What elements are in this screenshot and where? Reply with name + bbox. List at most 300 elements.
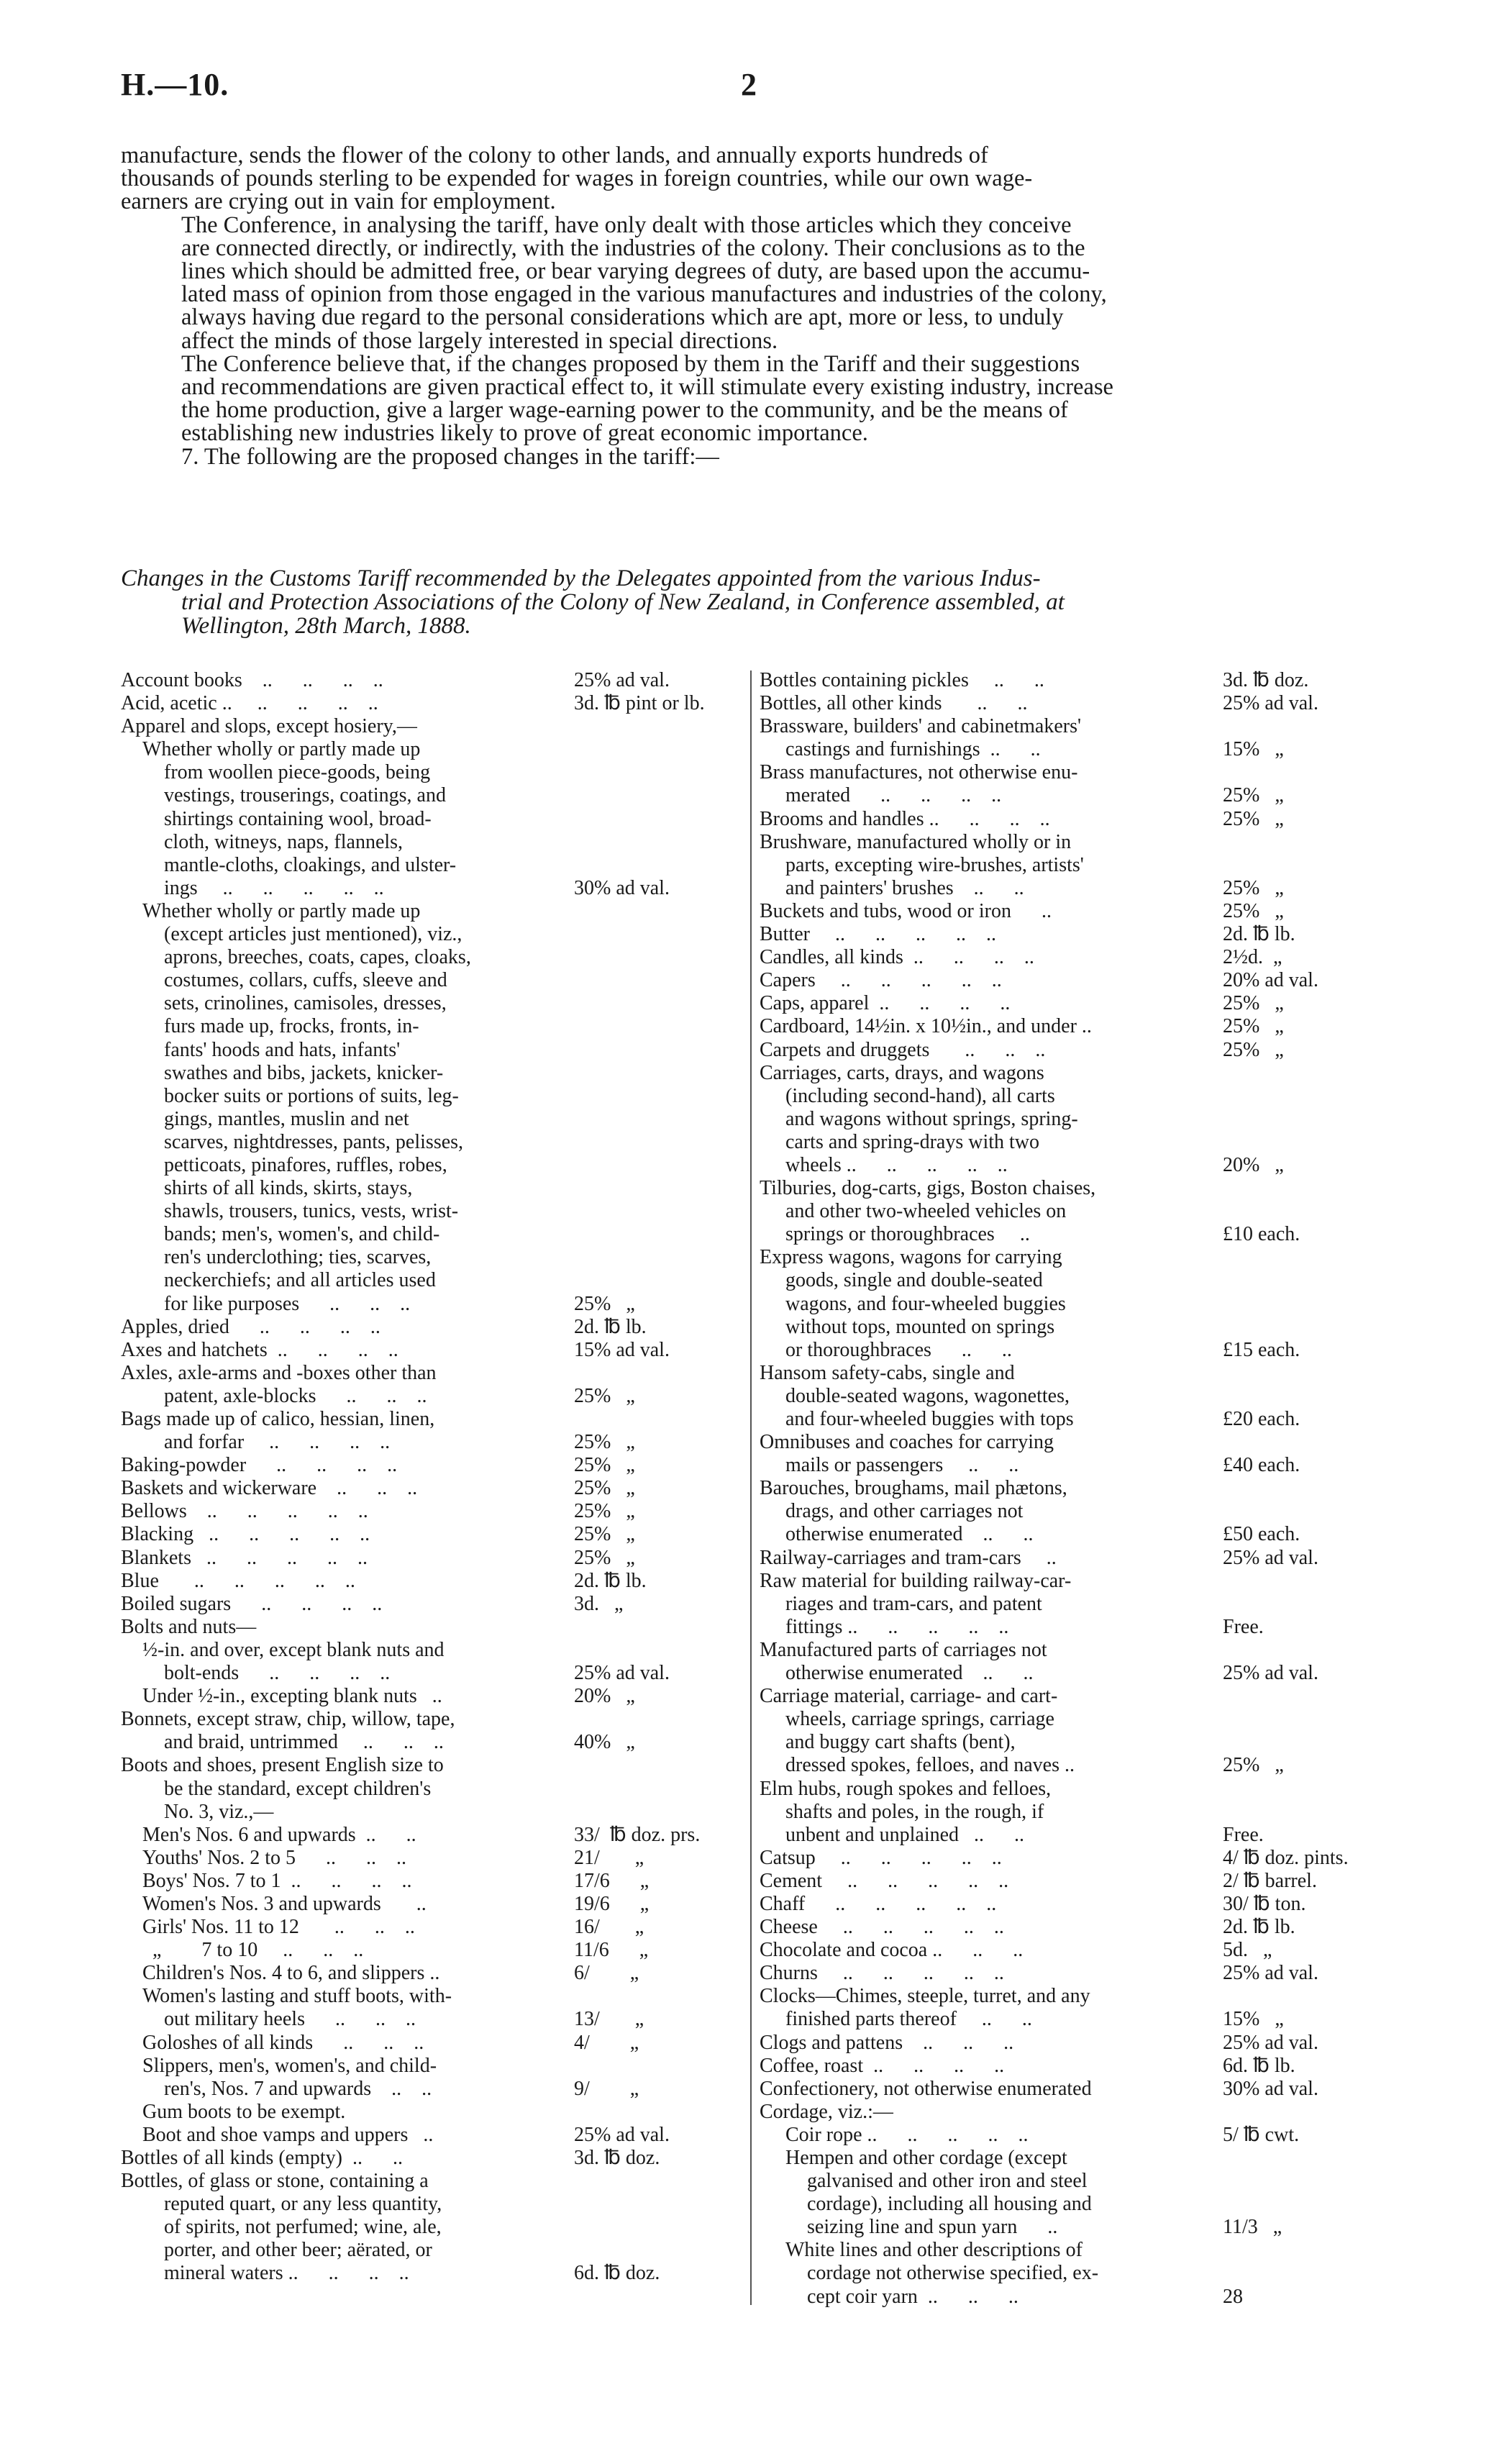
- intro-paragraph-3: [121, 350, 1383, 447]
- tariff-item: Capers .. .. .. .. ..: [760, 969, 1002, 992]
- tariff-item: parts, excepting wire-brushes, artists': [785, 853, 1084, 876]
- tariff-duty: Free.: [1223, 1615, 1264, 1638]
- tariff-item: Boot and shoe vamps and uppers ..: [142, 2123, 434, 2146]
- tariff-row: [760, 1293, 1385, 1316]
- tariff-item: ½-in. and over, except blank nuts and: [142, 1638, 445, 1661]
- tariff-item: of spirits, not perfumed; wine, ale,: [164, 2216, 442, 2239]
- tariff-duty: 11/3 „: [1223, 2216, 1282, 2239]
- tariff-row: [121, 1847, 739, 1870]
- tariff-row: [121, 1523, 739, 1546]
- tariff-row: [121, 1131, 739, 1154]
- tariff-item: Women's Nos. 3 and upwards ..: [142, 1892, 427, 1915]
- tariff-item: Under ½-in., excepting blank nuts ..: [142, 1685, 442, 1708]
- text-line: always having due regard to the personal considerations which are apt, more or less, to unduly: [181, 304, 1064, 331]
- tariff-item: Hansom safety-cabs, single and: [760, 1361, 1015, 1384]
- tariff-item: Slippers, men's, women's, and child-: [142, 2054, 437, 2077]
- tariff-duty: 30/ ℔ ton.: [1223, 1892, 1306, 1915]
- tariff-duty: £40 each.: [1223, 1454, 1300, 1477]
- tariff-item: seizing line and spun yarn ..: [807, 2216, 1058, 2239]
- tariff-row: [760, 738, 1385, 761]
- tariff-row: [760, 1847, 1385, 1870]
- tariff-duty: 25% „: [574, 1546, 635, 1569]
- tariff-duty: 25% „: [574, 1454, 635, 1477]
- tariff-row: [760, 1731, 1385, 1754]
- tariff-item: Brassware, builders' and cabinetmakers': [760, 715, 1082, 738]
- tariff-item: unbent and unplained .. ..: [785, 1823, 1025, 1846]
- tariff-row: [121, 1362, 739, 1385]
- tariff-row: [121, 1431, 739, 1454]
- tariff-item: Men's Nos. 6 and upwards .. ..: [142, 1823, 416, 1846]
- text-line: manufacture, sends the flower of the colony to other lands, and annually exports hundreds of: [121, 142, 988, 168]
- tariff-item: Clogs and pattens .. .. ..: [760, 2031, 1014, 2054]
- tariff-item: Brooms and handles .. .. .. ..: [760, 807, 1050, 830]
- tariff-row: [121, 2078, 739, 2101]
- tariff-duty: 4/ „: [574, 2031, 639, 2054]
- tariff-item: Blankets .. .. .. .. ..: [121, 1546, 368, 1569]
- tariff-item: shafts and poles, in the rough, if: [785, 1800, 1044, 1823]
- tariff-row: [121, 2101, 739, 2124]
- tariff-item: furs made up, frocks, fronts, in-: [164, 1015, 419, 1038]
- tariff-item: fittings .. .. .. .. ..: [785, 1615, 1009, 1638]
- tariff-row: [760, 1108, 1385, 1131]
- tariff-item: and wagons without springs, spring-: [785, 1107, 1078, 1130]
- tariff-row: [121, 1685, 739, 1708]
- tariff-row: [121, 692, 739, 715]
- tariff-item: Brass manufactures, not otherwise enu-: [760, 761, 1078, 784]
- tariff-item: Bolts and nuts—: [121, 1615, 257, 1638]
- tariff-duty: 25% „: [574, 1292, 635, 1315]
- tariff-item: patent, axle-blocks .. .. ..: [164, 1384, 427, 1407]
- tariff-row: [760, 1708, 1385, 1731]
- tariff-item: swathes and bibs, jackets, knicker-: [164, 1061, 444, 1084]
- tariff-row: [760, 2216, 1385, 2239]
- tariff-row: [121, 1316, 739, 1339]
- tariff-row: [121, 1547, 739, 1570]
- tariff-item: and forfar .. .. .. ..: [164, 1431, 391, 1454]
- tariff-duty: 9/ „: [574, 2077, 639, 2100]
- tariff-item: Blue .. .. .. .. ..: [121, 1569, 355, 1592]
- tariff-item: and other two-wheeled vehicles on: [785, 1200, 1067, 1223]
- intro-paragraph-1: [121, 144, 1383, 214]
- tariff-row: [760, 2170, 1385, 2193]
- tariff-row: [760, 784, 1385, 807]
- tariff-item: merated .. .. .. ..: [785, 784, 1002, 807]
- tariff-item: Tilburies, dog-carts, gigs, Boston chaises,: [760, 1177, 1096, 1200]
- tariff-row: [121, 1246, 739, 1269]
- tariff-row: [760, 1015, 1385, 1038]
- tariff-duty: 25% ad val.: [574, 2123, 670, 2146]
- tariff-item: Caps, apparel .. .. .. ..: [760, 992, 1011, 1015]
- tariff-duty: 19/6 „: [574, 1892, 650, 1915]
- tariff-row: [121, 1778, 739, 1801]
- tariff-duty: 25% „: [1223, 1038, 1284, 1061]
- page-number: 2: [741, 67, 757, 102]
- tariff-item: without tops, mounted on springs: [785, 1315, 1055, 1338]
- tariff-item: Whether wholly or partly made up: [142, 899, 421, 922]
- tariff-duty: £15 each.: [1223, 1338, 1300, 1361]
- tariff-item: Girls' Nos. 11 to 12 .. .. ..: [142, 1916, 415, 1939]
- tariff-row: [121, 1477, 739, 1500]
- tariff-row: [121, 1269, 739, 1292]
- tariff-item: Express wagons, wagons for carrying: [760, 1246, 1062, 1269]
- tariff-item: Catsup .. .. .. .. ..: [760, 1846, 1002, 1869]
- tariff-row: [121, 1500, 739, 1523]
- tariff-item: Candles, all kinds .. .. .. ..: [760, 946, 1034, 969]
- tariff-row: [760, 1408, 1385, 1431]
- tariff-row: [121, 923, 739, 946]
- tariff-row: [760, 1316, 1385, 1339]
- tariff-duty: 2½d. „: [1223, 946, 1282, 969]
- tariff-duty: 25% ad val.: [1223, 1662, 1318, 1685]
- tariff-duty: 13/ „: [574, 2008, 644, 2031]
- tariff-item: riages and tram-cars, and patent: [785, 1592, 1042, 1615]
- tariff-duty: 33/ ℔ doz. prs.: [574, 1823, 701, 1846]
- tariff-row: [121, 1916, 739, 1939]
- tariff-item: shawls, trousers, tunics, vests, wrist-: [164, 1200, 459, 1223]
- tariff-duty: 15% „: [1223, 738, 1284, 761]
- tariff-item: finished parts thereof .. ..: [785, 2008, 1032, 2031]
- tariff-row: [121, 715, 739, 738]
- tariff-duty: 6/ „: [574, 1962, 639, 1985]
- tariff-item: porter, and other beer; aërated, or: [164, 2239, 432, 2262]
- tariff-duty: 25% „: [574, 1477, 635, 1500]
- tariff-item: Clocks—Chimes, steeple, turret, and any: [760, 1985, 1090, 2008]
- tariff-duty: 25% „: [1223, 899, 1284, 922]
- tariff-item: „ 7 to 10 .. .. ..: [142, 1939, 364, 1962]
- tariff-item: Buckets and tubs, wood or iron ..: [760, 899, 1052, 922]
- tariff-row: [121, 2170, 739, 2193]
- tariff-row: [121, 1801, 739, 1824]
- tariff-row: [760, 877, 1385, 900]
- tariff-row: [760, 1962, 1385, 1985]
- tariff-item: reputed quart, or any less quantity,: [164, 2193, 442, 2216]
- tariff-item: otherwise enumerated .. ..: [785, 1523, 1034, 1546]
- tariff-item: Axes and hatchets .. .. .. ..: [121, 1338, 398, 1361]
- tariff-row: [760, 1431, 1385, 1454]
- tariff-row: [760, 1131, 1385, 1154]
- tariff-row: [760, 2239, 1385, 2262]
- tariff-row: [760, 692, 1385, 715]
- tariff-item: cloth, witneys, naps, flannels,: [164, 830, 404, 853]
- tariff-row: [760, 808, 1385, 831]
- tariff-duty: 3d. „: [574, 1592, 624, 1615]
- tariff-row: [760, 1062, 1385, 1085]
- tariff-row: [121, 1708, 739, 1731]
- tariff-item: Bonnets, except straw, chip, willow, tape,: [121, 1708, 455, 1731]
- tariff-row: [760, 854, 1385, 877]
- tariff-row: [760, 1870, 1385, 1893]
- tariff-row: [121, 1154, 739, 1177]
- tariff-row: [121, 1177, 739, 1200]
- tariff-row: [760, 1500, 1385, 1523]
- tariff-row: [760, 1339, 1385, 1362]
- tariff-row: [121, 992, 739, 1015]
- tariff-row: [760, 2078, 1385, 2101]
- tariff-row: [121, 1824, 739, 1847]
- tariff-item: castings and furnishings .. ..: [785, 738, 1041, 761]
- tariff-item: cordage not otherwise specified, ex-: [807, 2262, 1099, 2285]
- tariff-item: Boys' Nos. 7 to 1 .. .. .. ..: [142, 1869, 412, 1892]
- tariff-row: [121, 969, 739, 992]
- tariff-item: Bottles containing pickles .. ..: [760, 669, 1044, 691]
- text-line: The Conference, in analysing the tariff, have only dealt with those articles which they conceive: [181, 212, 1072, 238]
- tariff-row: [760, 2101, 1385, 2124]
- tariff-item: Churns .. .. .. .. ..: [760, 1962, 1004, 1985]
- tariff-duty: 6d. ℔ doz.: [574, 2262, 660, 2285]
- tariff-item: Axles, axle-arms and -boxes other than: [121, 1361, 437, 1384]
- tariff-row: [760, 1523, 1385, 1546]
- tariff-item: Bottles, of glass or stone, containing a: [121, 2170, 429, 2193]
- tariff-item: Whether wholly or partly made up: [142, 738, 421, 761]
- tariff-row: [121, 946, 739, 969]
- tariff-row: [760, 1246, 1385, 1269]
- intro-paragraph-2: [121, 214, 1383, 353]
- tariff-row: [121, 2262, 739, 2285]
- tariff-item: Carriage material, carriage- and cart-: [760, 1685, 1058, 1708]
- tariff-item: and braid, untrimmed .. .. ..: [164, 1731, 444, 1754]
- text-line: and recommendations are given practical effect to, it will stimulate every existing industry, increase: [181, 374, 1113, 401]
- tariff-duty: 2d. ℔ lb.: [574, 1315, 647, 1338]
- tariff-duty: 25% ad val.: [1223, 2031, 1318, 2054]
- tariff-row: [121, 1062, 739, 1085]
- tariff-row: [760, 2055, 1385, 2078]
- tariff-item: carts and spring-drays with two: [785, 1130, 1040, 1153]
- tariff-item: White lines and other descriptions of: [785, 2239, 1083, 2262]
- tariff-row: [760, 2147, 1385, 2170]
- tariff-row: [121, 1939, 739, 1962]
- text-line: are connected directly, or indirectly, with the industries of the colony. Their conclusions as to the: [181, 235, 1085, 261]
- tariff-row: [121, 2032, 739, 2055]
- tariff-duty: 30% ad val.: [574, 876, 670, 899]
- tariff-item: wheels, carriage springs, carriage: [785, 1708, 1054, 1731]
- tariff-row: [760, 715, 1385, 738]
- tariff-item: Chaff .. .. .. .. ..: [760, 1892, 997, 1915]
- tariff-duty: £20 each.: [1223, 1408, 1300, 1430]
- tariff-row: [121, 669, 739, 692]
- tariff-duty: 3d. ℔ pint or lb.: [574, 692, 705, 715]
- tariff-item: (including second-hand), all carts: [785, 1084, 1055, 1107]
- tariff-row: [121, 2216, 739, 2239]
- tariff-item: and four-wheeled buggies with tops: [785, 1408, 1074, 1430]
- tariff-duty: 20% „: [1223, 1153, 1284, 1176]
- tariff-duty: 5d. „: [1223, 1939, 1272, 1962]
- tariff-item: petticoats, pinafores, ruffles, robes,: [164, 1153, 447, 1176]
- tariff-row: [121, 808, 739, 831]
- tariff-row: [760, 1200, 1385, 1223]
- tariff-item: Carriages, carts, drays, and wagons: [760, 1061, 1044, 1084]
- tariff-row: [121, 1962, 739, 1985]
- tariff-row: [121, 1616, 739, 1639]
- tariff-column-right: [760, 669, 1385, 2309]
- tariff-duty: 25% ad val.: [574, 1662, 670, 1685]
- tariff-item: double-seated wagons, wagonettes,: [785, 1384, 1070, 1407]
- tariff-row: [121, 1108, 739, 1131]
- tariff-item: gings, mantles, muslin and net: [164, 1107, 409, 1130]
- tariff-duty: 25% ad val.: [574, 669, 670, 691]
- tariff-row: [760, 831, 1385, 854]
- tariff-item: Brushware, manufactured wholly or in: [760, 830, 1072, 853]
- tariff-row: [760, 1685, 1385, 1708]
- tariff-row: [760, 1824, 1385, 1847]
- tariff-item: Cordage, viz.:—: [760, 2100, 893, 2123]
- tariff-item: Acid, acetic .. .. .. .. ..: [121, 692, 378, 715]
- tariff-column-left: [121, 669, 739, 2286]
- tariff-item: Manufactured parts of carriages not: [760, 1638, 1047, 1661]
- text-line: affect the minds of those largely interested in special directions.: [181, 327, 778, 354]
- tariff-row: [760, 1616, 1385, 1639]
- tariff-duty: 25% „: [574, 1500, 635, 1523]
- tariff-row: [760, 1662, 1385, 1685]
- tariff-item: ings .. .. .. .. ..: [164, 876, 384, 899]
- tariff-duty: 25% ad val.: [1223, 1962, 1318, 1985]
- tariff-row: [121, 900, 739, 923]
- tariff-item: Confectionery, not otherwise enumerated: [760, 2077, 1092, 2100]
- tariff-row: [121, 1754, 739, 1777]
- tariff-item: ren's, Nos. 7 and upwards .. ..: [164, 2077, 432, 2100]
- tariff-duty: 4/ ℔ doz. pints.: [1223, 1846, 1349, 1869]
- tariff-duty: 3d. ℔ doz.: [1223, 669, 1309, 691]
- tariff-item: mantle-cloths, cloakings, and ulster-: [164, 853, 457, 876]
- tariff-item: shirts of all kinds, skirts, stays,: [164, 1177, 413, 1200]
- tariff-item: be the standard, except children's: [164, 1777, 432, 1800]
- tariff-duty: 20% „: [574, 1685, 635, 1708]
- tariff-item: Bottles, all other kinds .. ..: [760, 692, 1028, 715]
- tariff-item: Blacking .. .. .. .. ..: [121, 1523, 370, 1546]
- tariff-row: [121, 1293, 739, 1316]
- tariff-item: aprons, breeches, coats, capes, cloaks,: [164, 946, 471, 969]
- tariff-row: [121, 1985, 739, 2008]
- tariff-row: [121, 761, 739, 784]
- tariff-item: for like purposes .. .. ..: [164, 1292, 411, 1315]
- tariff-duty: 15% ad val.: [574, 1338, 670, 1361]
- tariff-item: Apples, dried .. .. .. ..: [121, 1315, 380, 1338]
- tariff-item: (except articles just mentioned), viz.,: [164, 923, 462, 946]
- tariff-duty: 2d. ℔ lb.: [574, 1569, 647, 1592]
- tariff-item: Omnibuses and coaches for carrying: [760, 1431, 1054, 1454]
- tariff-duty: 5/ ℔ cwt.: [1223, 2123, 1300, 2146]
- tariff-row: [760, 2286, 1385, 2309]
- tariff-item: sets, crinolines, camisoles, dresses,: [164, 992, 447, 1015]
- tariff-item: Raw material for building railway-car-: [760, 1569, 1072, 1592]
- tariff-item: drags, and other carriages not: [785, 1500, 1024, 1523]
- tariff-duty: 25% „: [574, 1431, 635, 1454]
- tariff-row: [760, 1223, 1385, 1246]
- tariff-row: [121, 1731, 739, 1754]
- tariff-duty: 2/ ℔ barrel.: [1223, 1869, 1317, 1892]
- tariff-row: [121, 2193, 739, 2216]
- tariff-row: [121, 1339, 739, 1362]
- tariff-row: [760, 1916, 1385, 1939]
- tariff-row: [121, 1039, 739, 1062]
- tariff-row: [121, 1662, 739, 1685]
- tariff-row: [760, 1385, 1385, 1408]
- tariff-row: [760, 1939, 1385, 1962]
- caption-line: trial and Protection Associations of the Colony of New Zealand, in Conference assembled, at: [181, 589, 1065, 615]
- tariff-row: [121, 2124, 739, 2147]
- tariff-item: neckerchiefs; and all articles used: [164, 1269, 436, 1292]
- tariff-row: [760, 900, 1385, 923]
- tariff-row: [760, 1454, 1385, 1477]
- tariff-row: [760, 1039, 1385, 1062]
- tariff-item: dressed spokes, felloes, and naves ..: [785, 1754, 1075, 1777]
- tariff-row: [760, 2193, 1385, 2216]
- tariff-duty: £10 each.: [1223, 1223, 1300, 1246]
- tariff-duty: 25% „: [1223, 784, 1284, 807]
- tariff-row: [121, 1200, 739, 1223]
- tariff-row: [760, 1362, 1385, 1385]
- tariff-row: [121, 1085, 739, 1108]
- tariff-duty: 3d. ℔ doz.: [574, 2147, 660, 2169]
- tariff-duty: £50 each.: [1223, 1523, 1300, 1546]
- tariff-duty: 25% ad val.: [1223, 692, 1318, 715]
- text-line: establishing new industries likely to prove of great economic importance.: [181, 420, 868, 447]
- tariff-item: bolt-ends .. .. .. ..: [164, 1662, 391, 1685]
- tariff-row: [760, 969, 1385, 992]
- tariff-item: ren's underclothing; ties, scarves,: [164, 1246, 432, 1269]
- tariff-duty: 25% „: [1223, 876, 1284, 899]
- tariff-item: Chocolate and cocoa .. .. ..: [760, 1939, 1024, 1962]
- tariff-item: shirtings containing wool, broad-: [164, 807, 432, 830]
- tariff-row: [121, 1893, 739, 1916]
- tariff-row: [121, 2055, 739, 2078]
- tariff-item: bands; men's, women's, and child-: [164, 1223, 440, 1246]
- tariff-row: [760, 1893, 1385, 1916]
- tariff-item: and buggy cart shafts (bent),: [785, 1731, 1016, 1754]
- tariff-row: [121, 877, 739, 900]
- tariff-item: or thoroughbraces .. ..: [785, 1338, 1012, 1361]
- tariff-item: Bags made up of calico, hessian, linen,: [121, 1408, 435, 1430]
- tariff-row: [760, 2124, 1385, 2147]
- tariff-duty: 6d. ℔ lb.: [1223, 2054, 1295, 2077]
- tariff-item: No. 3, viz.,—: [164, 1800, 274, 1823]
- tariff-row: [760, 1593, 1385, 1616]
- tariff-row: [760, 1985, 1385, 2008]
- tariff-item: Cement .. .. .. .. ..: [760, 1869, 1009, 1892]
- tariff-duty: Free.: [1223, 1823, 1264, 1846]
- tariff-item: Youths' Nos. 2 to 5 .. .. ..: [142, 1846, 407, 1869]
- tariff-item: Account books .. .. .. ..: [121, 669, 383, 691]
- tariff-item: springs or thoroughbraces ..: [785, 1223, 1030, 1246]
- tariff-duty: 11/6 „: [574, 1939, 649, 1962]
- tariff-item: Baking-powder .. .. .. ..: [121, 1454, 398, 1477]
- tariff-item: Bottles of all kinds (empty) .. ..: [121, 2147, 403, 2169]
- tariff-item: Boots and shoes, present English size to: [121, 1754, 444, 1777]
- tariff-row: [121, 1015, 739, 1038]
- tariff-row: [760, 1639, 1385, 1662]
- tariff-item: wagons, and four-wheeled buggies: [785, 1292, 1066, 1315]
- tariff-duty: 28: [1223, 2285, 1243, 2308]
- tariff-duty: 15% „: [1223, 2008, 1284, 2031]
- tariff-item: scarves, nightdresses, pants, pelisses,: [164, 1130, 464, 1153]
- tariff-row: [760, 923, 1385, 946]
- tariff-duty: 25% „: [574, 1384, 635, 1407]
- table-caption: [121, 567, 1383, 638]
- tariff-item: bocker suits or portions of suits, leg-: [164, 1084, 459, 1107]
- tariff-duty: 40% „: [574, 1731, 635, 1754]
- tariff-item: Women's lasting and stuff boots, with-: [142, 1985, 452, 2008]
- tariff-item: Butter .. .. .. .. ..: [760, 923, 996, 946]
- tariff-row: [121, 1223, 739, 1246]
- text-line: lated mass of opinion from those engaged in the various manufactures and industries of the colony,: [181, 281, 1107, 308]
- tariff-item: Carpets and druggets .. .. ..: [760, 1038, 1046, 1061]
- tariff-duty: 20% ad val.: [1223, 969, 1318, 992]
- tariff-item: out military heels .. .. ..: [164, 2008, 416, 2031]
- tariff-item: Goloshes of all kinds .. .. ..: [142, 2031, 424, 2054]
- tariff-duty: 25% „: [1223, 807, 1284, 830]
- tariff-row: [121, 2239, 739, 2262]
- tariff-item: Apparel and slops, except hosiery,—: [121, 715, 417, 738]
- tariff-item: otherwise enumerated .. ..: [785, 1662, 1034, 1685]
